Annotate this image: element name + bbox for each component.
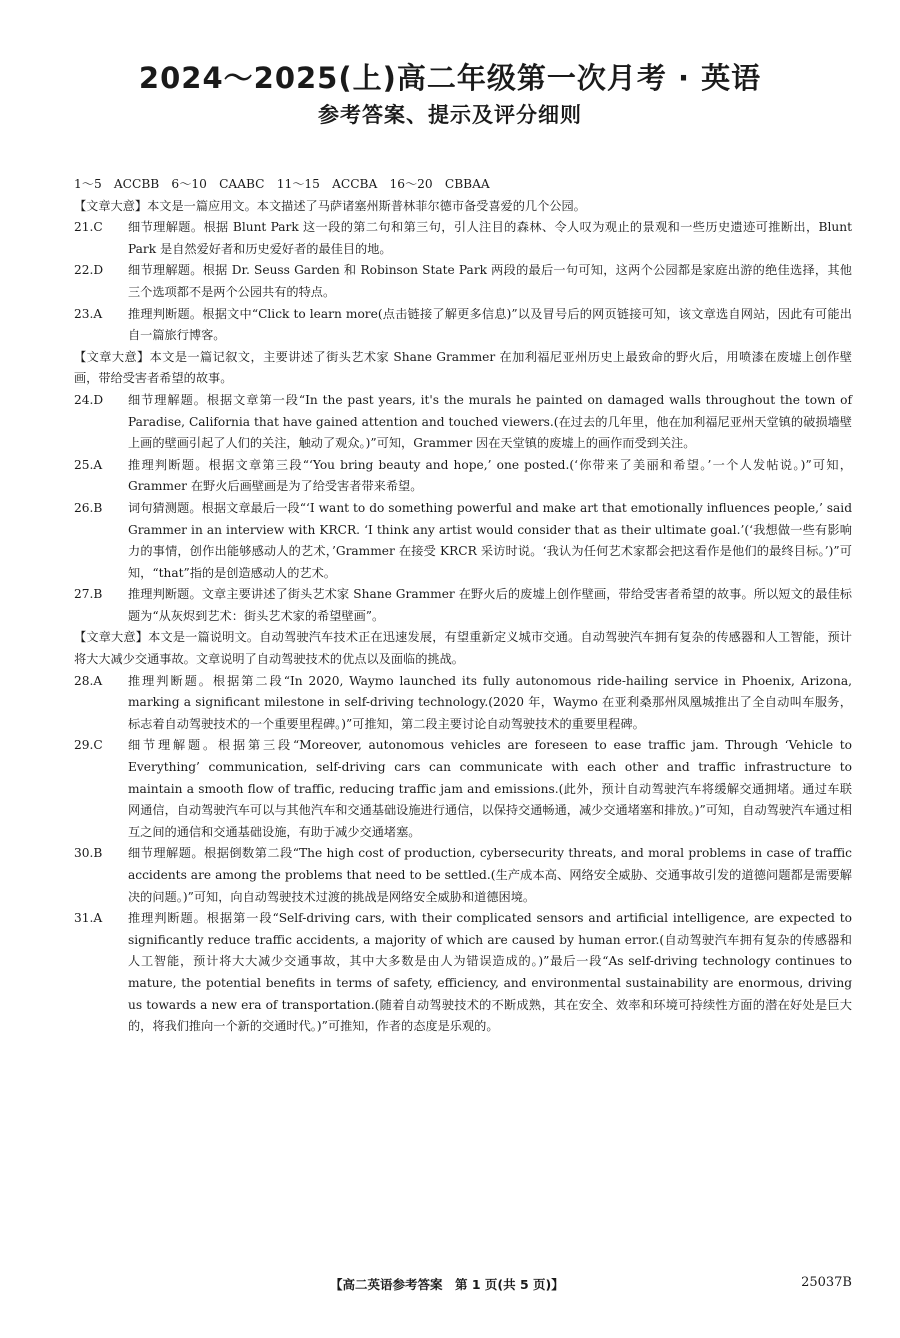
article-summary: 【文章大意】本文是一篇说明文。自动驾驶汽车技术正在迅速发展，有望重新定义城市交通。自动驾驶汽车拥有复杂的传感器和人工智能，预计将大大减少交通事故。文章说明了自动驾驶技术的优点以及面临的挑战。	[74, 630, 852, 667]
footer-page-info: 【高二英语参考答案 第 1 页(共 5 页)】	[330, 1277, 564, 1292]
article-summary: 【文章大意】本文是一篇应用文。本文描述了马萨诸塞州斯普林菲尔德市备受喜爱的几个公园。	[74, 198, 586, 213]
answer-explanation	[74, 843, 852, 908]
answer-explanation	[74, 584, 852, 627]
explanation-text: 细节理解题。根据 Blunt Park 这一段的第二句和第三句，引人注目的森林、令人叹为观止的景观和一些历史遗迹可推断出，Blunt Park 是自然爱好者和历史爱好者的最佳目的地。	[128, 220, 852, 256]
answer-explanation	[74, 260, 852, 303]
explanation-text: 细节理解题。根据 Dr. Seuss Garden 和 Robinson State Park 两段的最后一句可知，这两个公园都是家庭出游的绝佳选择，其他三个选项都不是两个公园共有的特点。	[128, 263, 852, 299]
question-answer-label: 27.B	[74, 587, 103, 602]
explanation-text: 推理判断题。根据文中“Click to learn more(点击链接了解更多信息)”以及冒号后的网页链接可知，该文章选自网站，因此有可能出自一篇旅行博客。	[128, 306, 852, 343]
page-footer	[0, 1275, 900, 1297]
question-answer-label: 28.A	[74, 673, 103, 688]
answer-content	[74, 174, 852, 1038]
question-answer-label: 30.B	[74, 846, 103, 861]
answer-explanation	[74, 735, 852, 843]
explanation-text: 词句猜测题。根据文章最后一段“‘I want to do something powerful and make art that emotionally influences people,’ said Grammer in an interview with KRCR. ‘I think any artist would consider that as their ultimate goal.’(‘我想做一些有影响力的事情，创作出能够感动人的艺术，’Grammer 在接受 KRCR 采访时说。‘我认为任何艺术家都会把这看作是他们的最终目标。’)”可知，“that”指的是创造感动人的艺术。	[128, 500, 852, 580]
question-answer-label: 23.A	[74, 306, 103, 321]
answer-explanation	[74, 304, 852, 347]
question-answer-label: 29.C	[74, 738, 103, 753]
explanation-text: 推理判断题。根据文章第三段“‘You bring beauty and hope,’ one posted.(‘你带来了美丽和希望。’一个人发帖说。)”可知，Grammer 在野火后画壁画是为了给受害者带来希望。	[128, 457, 852, 494]
article-summary: 【文章大意】本文是一篇记叙文，主要讲述了街头艺术家 Shane Grammer 在加利福尼亚州历史上最致命的野火后，用喷漆在废墟上创作壁画，带给受害者希望的故事。	[74, 349, 852, 386]
question-answer-label: 26.B	[74, 500, 103, 515]
question-answer-label: 24.D	[74, 392, 104, 407]
page-subtitle: 参考答案、提示及评分细则	[318, 103, 582, 127]
page-title: 2024～2025(上)高二年级第一次月考 · 英语	[138, 61, 762, 95]
answer-explanation	[74, 671, 852, 736]
footer-code: 25037B	[801, 1275, 852, 1290]
explanation-text: 细节理解题。根据文章第一段“In the past years, it's the murals he painted on damaged walls throughout the town of Paradise, California that have gained attention and touched viewers.(在过去的几年里，他在加利福尼亚州天堂镇的破损墙壁上画的壁画引起了人们的关注，触动了观众。)”可知，Grammer 因在天堂镇的废墟上的画作而受到关注。	[128, 392, 852, 451]
question-answer-label: 31.A	[74, 911, 103, 926]
answer-key: 1～5 ACCBB 6～10 CAABC 11～15 ACCBA 16～20 CBBAA	[74, 177, 490, 191]
question-answer-label: 22.D	[74, 263, 104, 278]
explanation-text: 细节理解题。根据倒数第二段“The high cost of production, cybersecurity threats, and moral problems in case of traffic accidents are among the problems that need to be settled.(生产成本高、网络安全威胁、交通事故引发的道德问题都是需要解决的问题。)”可知，向自动驾驶技术过渡的挑战是网络安全威胁和道德困境。	[128, 846, 852, 904]
explanation-text: 推理判断题。文章主要讲述了街头艺术家 Shane Grammer 在野火后的废墟上创作壁画，带给受害者希望的故事。所以短文的最佳标题为“从灰烬到艺术：街头艺术家的希望壁画”。	[128, 587, 852, 623]
explanations	[74, 196, 852, 1038]
answer-explanation	[74, 498, 852, 584]
explanation-text: 推理判断题。根据第一段“Self-driving cars, with their complicated sensors and artificial intelligence, are expected to significantly reduce traffic accidents, a majority of which are caused by human error.(自动驾驶汽车拥有复杂的传感器和人工智能，预计将大大减少交通事故，其中大多数是由人为错误造成的。)”最后一段“As self-driving technology continues to mature, the potential benefits in terms of safety, efficiency, and environmental sustainability are enormous, driving us towards a new era of transportation.(随着自动驾驶技术的不断成熟，其在安全、效率和环境可持续性方面的潜在好处是巨大的，将我们推向一个新的交通时代。)”可推知，作者的态度是乐观的。	[128, 911, 852, 1034]
answer-explanation	[74, 217, 852, 260]
explanation-text: 推理判断题。根据第二段“In 2020, Waymo launched its fully autonomous ride-hailing service in Phoenix, Arizona, marking a significant milestone in self-driving technology.(2020 年，Waymo 在亚利桑那州凤凰城推出了全自动叫车服务，标志着自动驾驶技术的一个重要里程碑。)”可推知，第二段主要讨论自动驾驶技术的重要里程碑。	[128, 673, 852, 731]
answer-explanation	[74, 455, 852, 498]
answer-explanation	[74, 908, 852, 1038]
question-answer-label: 25.A	[74, 457, 103, 472]
explanation-text: 细节理解题。根据第三段“Moreover, autonomous vehicles are foreseen to ease traffic jam. Through ‘Vehicle to Everything’ communication, self-driving cars can communicate with each other and traffic infrastructure to maintain a smooth flow of traffic, reducing traffic jam and emissions.(此外，预计自动驾驶汽车将缓解交通拥堵。通过车联网通信，自动驾驶汽车可以与其他汽车和交通基础设施进行通信，以保持交通畅通，减少交通堵塞和排放。)”可知，自动驾驶汽车通过相互之间的通信和交通基础设施，有助于减少交通堵塞。	[128, 738, 852, 839]
answer-explanation	[74, 390, 852, 455]
question-answer-label: 21.C	[74, 220, 103, 235]
